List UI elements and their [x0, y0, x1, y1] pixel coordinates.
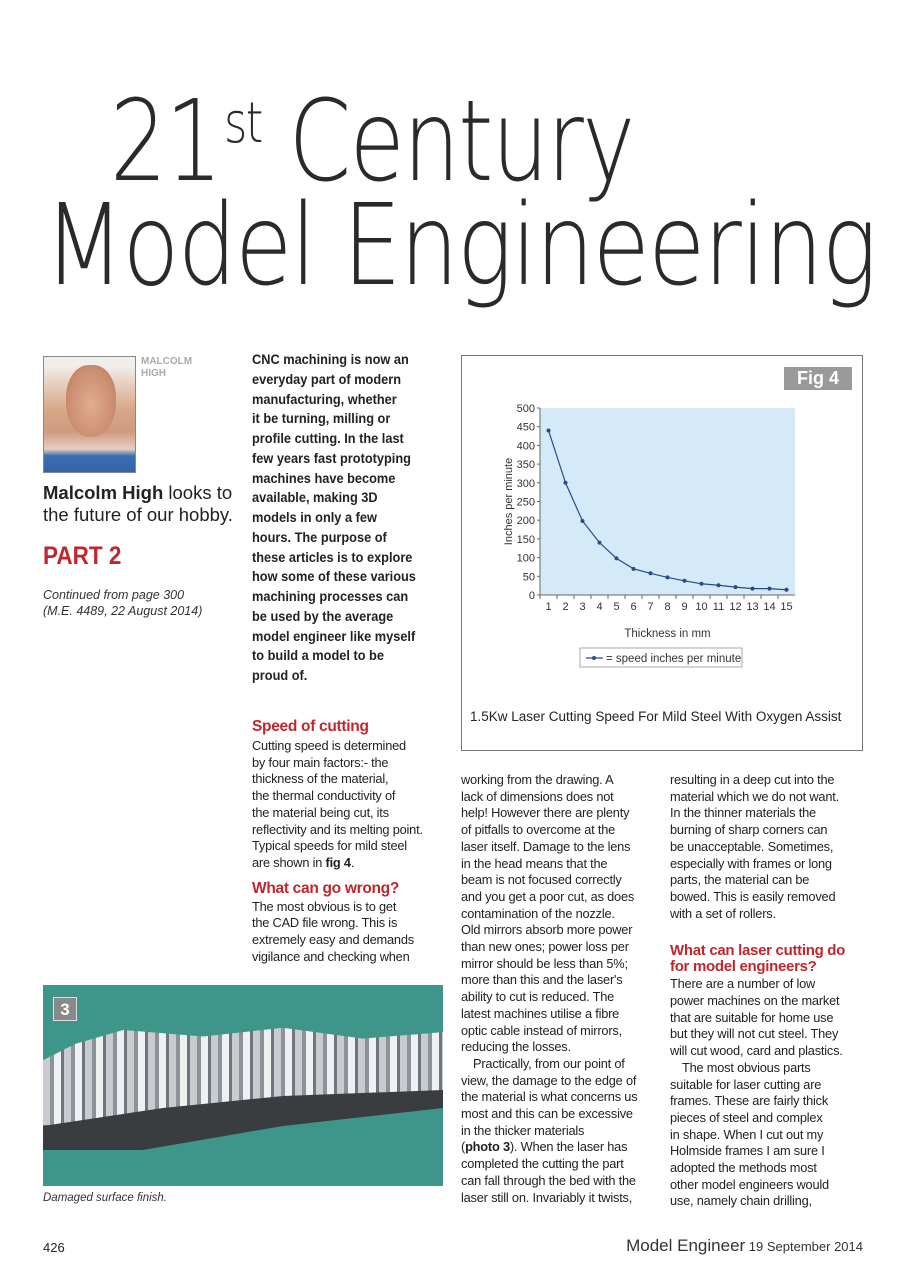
text-line: profile cutting. In the last — [252, 431, 404, 447]
title-text: 21 — [110, 77, 221, 207]
issue-date: 19 September 2014 — [745, 1239, 863, 1254]
text-line: be used by the average — [252, 608, 394, 625]
title-line-1 — [110, 77, 634, 207]
text-line: the thermal conductivity of — [252, 788, 396, 804]
text-line: view, the damage to the edge of — [461, 1072, 637, 1088]
figure-caption: 1.5Kw Laser Cutting Speed For Mild Steel With Oxygen Assist — [470, 709, 842, 724]
text-line: it be turning, milling or — [252, 411, 391, 428]
column-3 — [670, 772, 870, 1210]
x-tick-label: 2 — [562, 601, 569, 613]
text-line: manufacturing, whether — [252, 391, 397, 408]
text-line: laser itself. Damage to the lens — [461, 838, 631, 854]
author-tag-line: HIGH — [141, 368, 166, 379]
data-point — [581, 519, 585, 523]
data-point — [734, 585, 738, 589]
text-line: machines have become — [252, 470, 396, 487]
text-line: The most obvious parts — [682, 1059, 811, 1075]
title-line-2: Model Engineering — [44, 181, 876, 311]
paragraph — [670, 976, 870, 1210]
heading-speed-of-cutting: Speed of cutting — [252, 718, 369, 735]
y-tick-label: 50 — [522, 571, 535, 584]
x-axis-label: Thickness in mm — [624, 628, 711, 640]
text-line: latest machines utilise a fibre — [461, 1005, 620, 1021]
bold-reference: fig 4 — [325, 854, 351, 870]
text-segment: ( — [461, 1139, 466, 1155]
text-line: beam is not focused correctly — [461, 872, 622, 888]
text-line: with a set of rollers. — [670, 905, 776, 921]
standfirst — [43, 482, 243, 526]
data-point — [768, 587, 772, 591]
text-line — [461, 1139, 661, 1156]
text-line: Holmside frames I am sure I — [670, 1143, 825, 1159]
y-tick-label: 500 — [516, 403, 535, 415]
page-number: 426 — [43, 1240, 65, 1255]
text-line: in shape. When I cut out my — [670, 1126, 824, 1142]
standfirst-text: looks to the future of our hobby. — [43, 482, 233, 525]
text-line: proud of. — [252, 668, 308, 684]
text-line: few years fast prototyping — [252, 450, 411, 467]
photo-3 — [43, 985, 443, 1186]
data-point — [785, 588, 789, 592]
y-tick-label: 100 — [516, 552, 535, 565]
data-point — [683, 579, 687, 583]
heading-what-can-go-wrong: What can go wrong? — [252, 879, 400, 897]
y-tick-label: 200 — [516, 515, 535, 528]
text-line — [252, 855, 447, 872]
footer-magazine — [626, 1236, 863, 1256]
text-line: that are suitable for home use — [670, 1009, 834, 1025]
text-line: reflectivity and its melting point. — [252, 821, 423, 837]
legend-label: = speed inches per minute — [606, 653, 742, 665]
paragraph — [252, 899, 447, 966]
text-line: vigilance and checking when — [252, 948, 410, 964]
author-photo — [43, 356, 136, 473]
text-line: the material being cut, its — [252, 804, 389, 820]
text-line: help! However there are plenty — [461, 805, 630, 821]
text-line: Cutting speed is determined — [252, 738, 406, 753]
y-tick-label: 0 — [528, 590, 535, 602]
text-line: models in only a few — [252, 510, 377, 526]
text-line: will cut wood, card and plastics. — [670, 1043, 843, 1059]
y-tick-label: 150 — [516, 533, 535, 546]
text-line: Typical speeds for mild steel — [252, 838, 407, 854]
text-line: and you get a poor cut, as does — [461, 888, 635, 904]
text-line: model engineer like myself — [252, 628, 416, 645]
text-line: than new ones; power loss per — [461, 939, 629, 955]
text-line: everyday part of modern — [252, 371, 402, 388]
x-tick-label: 10 — [695, 601, 708, 613]
data-point — [632, 567, 636, 571]
text-line: The most obvious is to get — [252, 898, 397, 914]
text-line: completed the cutting the part — [461, 1156, 624, 1172]
text-line: especially with frames or long — [670, 855, 832, 871]
data-point — [751, 587, 755, 591]
photo-caption: Damaged surface finish. — [43, 1192, 168, 1204]
text-line: can fall through the bed with the — [461, 1172, 636, 1188]
x-tick-label: 14 — [763, 601, 776, 613]
author-name: Malcolm High — [43, 482, 164, 503]
text-line: by four main factors:- the — [252, 754, 389, 770]
text-segment: . — [350, 854, 355, 870]
x-tick-label: 11 — [712, 601, 725, 613]
data-point — [598, 541, 602, 545]
text-line: thickness of the material, — [252, 771, 389, 787]
part-label: PART 2 — [43, 542, 122, 570]
paragraph — [252, 738, 447, 872]
text-line: suitable for laser cutting are — [670, 1076, 822, 1092]
text-line: working from the drawing. A — [461, 772, 614, 787]
text-line: optic cable instead of mirrors, — [461, 1022, 622, 1038]
x-tick-label: 5 — [613, 601, 620, 613]
text-segment: ). When the laser has — [509, 1139, 628, 1155]
x-tick-label: 6 — [630, 601, 637, 613]
data-point — [666, 575, 670, 579]
author-tag-line: MALCOLM — [141, 356, 193, 367]
text-line: in the thicker materials — [461, 1122, 585, 1138]
text-line: ability to cut is reduced. The — [461, 989, 615, 1005]
text-line: Old mirrors absorb more power — [461, 922, 633, 938]
text-line: other model engineers would — [670, 1176, 829, 1192]
y-axis-label: Inches per minute — [503, 457, 515, 546]
y-tick-label: 350 — [516, 459, 535, 472]
figure-badge: Fig 4 — [784, 367, 852, 390]
y-tick-label: 250 — [516, 496, 535, 509]
x-tick-label: 15 — [780, 601, 793, 613]
column-2 — [461, 772, 661, 1206]
text-line: in the head means that the — [461, 855, 608, 871]
heading-line: What can laser cutting do — [670, 942, 846, 960]
photo-number: 3 — [53, 997, 77, 1021]
text-line: CNC machining is now an — [252, 352, 409, 368]
data-point — [700, 582, 704, 586]
author-tag — [141, 356, 192, 380]
text-line: In the thinner materials the — [670, 805, 816, 821]
text-line: reducing the losses. — [461, 1039, 571, 1055]
text-line: parts, the material can be — [670, 872, 810, 888]
text-line: There are a number of low — [670, 976, 816, 992]
text-line: extremely easy and demands — [252, 932, 414, 948]
text-line: use, namely chain drilling, — [670, 1193, 812, 1209]
data-point — [547, 428, 551, 432]
continued-line: Continued from page 300 — [43, 588, 185, 602]
heading-laser-cutting-for-model-engineers — [670, 943, 870, 975]
heading-line: for model engineers? — [670, 958, 817, 976]
text-line: the CAD file wrong. This is — [252, 915, 398, 931]
text-line: hours. The purpose of — [252, 529, 387, 546]
column-1 — [252, 719, 447, 965]
text-line: machining processes can — [252, 589, 409, 605]
text-line: mirror should be less than 5%; — [461, 955, 628, 971]
text-line: burning of sharp corners can — [670, 822, 828, 838]
text-line: but they will not cut steel. They — [670, 1026, 839, 1042]
x-tick-label: 1 — [545, 601, 552, 613]
text-line: most and this can be excessive — [461, 1106, 633, 1122]
text-line: of pitfalls to overcome at the — [461, 822, 616, 838]
line-chart — [461, 355, 863, 685]
data-point — [717, 583, 721, 587]
text-line: adopted the methods most — [670, 1160, 817, 1176]
y-tick-label: 400 — [516, 440, 535, 453]
text-line: pieces of steel and complex — [670, 1109, 823, 1125]
x-tick-label: 8 — [664, 601, 671, 613]
text-line: Practically, from our point of — [473, 1055, 625, 1071]
legend-marker-icon — [592, 656, 596, 660]
data-point — [615, 556, 619, 560]
title-superscript: st — [224, 91, 262, 156]
data-point — [649, 571, 653, 575]
text-line: to build a model to be — [252, 648, 384, 665]
continued-note — [43, 587, 202, 619]
text-line: available, making 3D — [252, 490, 378, 507]
text-line: contamination of the nozzle. — [461, 905, 615, 921]
intro-paragraph — [252, 351, 452, 687]
text-line: power machines on the market — [670, 993, 840, 1009]
text-line: be unacceptable. Sometimes, — [670, 838, 834, 854]
plot-area — [540, 408, 795, 595]
text-line: these articles is to explore — [252, 549, 413, 566]
text-line: lack of dimensions does not — [461, 788, 614, 804]
title-text: Century — [261, 77, 634, 207]
magazine-name: Model Engineer — [626, 1236, 746, 1255]
x-tick-label: 12 — [729, 601, 742, 613]
x-tick-label: 3 — [579, 601, 586, 613]
continued-line: (M.E. 4489, 22 August 2014) — [43, 604, 203, 618]
text-line: more than this and the laser's — [461, 972, 623, 988]
y-tick-label: 300 — [516, 477, 535, 490]
text-line: frames. These are fairly thick — [670, 1093, 829, 1109]
x-tick-label: 4 — [596, 601, 603, 613]
x-tick-label: 13 — [746, 601, 759, 613]
text-segment: are shown in — [252, 854, 326, 870]
paragraph — [670, 772, 870, 922]
x-tick-label: 7 — [647, 601, 654, 613]
y-tick-label: 450 — [516, 421, 535, 434]
text-line: bowed. This is easily removed — [670, 888, 836, 904]
data-point — [564, 481, 568, 485]
x-tick-label: 9 — [681, 601, 688, 613]
text-line: material which we do not want. — [670, 788, 839, 804]
bold-reference: photo 3 — [465, 1139, 510, 1155]
text-line: resulting in a deep cut into the — [670, 772, 835, 787]
text-line: the material is what concerns us — [461, 1089, 638, 1105]
text-line: laser still on. Invariably it twists, — [461, 1189, 633, 1205]
text-line: how some of these various — [252, 569, 416, 586]
